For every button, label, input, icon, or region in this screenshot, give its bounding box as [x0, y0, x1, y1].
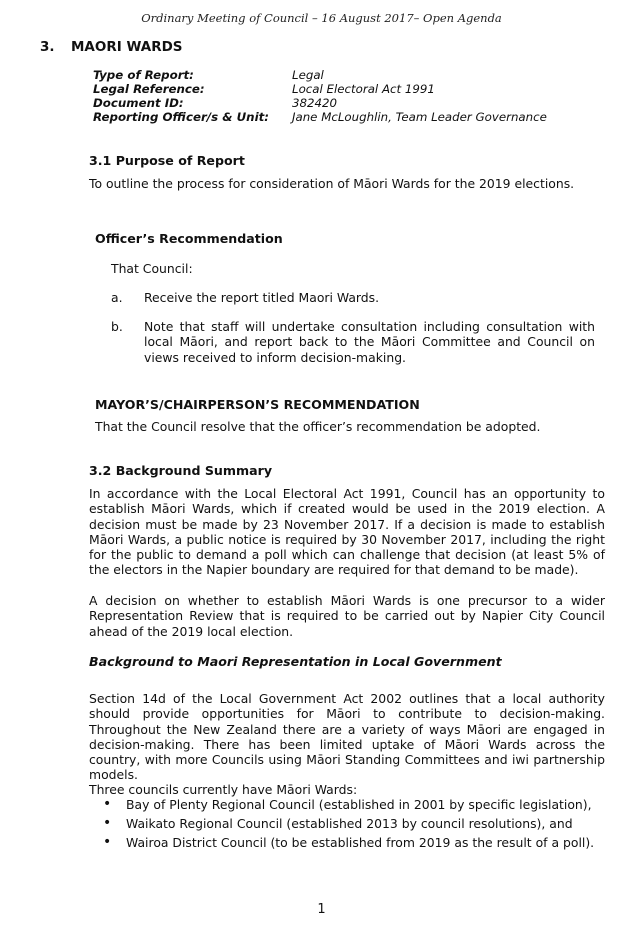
- meta-row-legal-reference: [93, 82, 547, 96]
- meta-label: Reporting Officer/s & Unit:: [93, 110, 269, 124]
- meta-row-reporting-officer: [93, 110, 547, 124]
- recommendation-item-a: [111, 290, 595, 305]
- mayor-recommendation-heading: MAYOR’S/CHAIRPERSON’S RECOMMENDATION: [95, 397, 420, 412]
- representation-heading: Background to Maori Representation in Local Government: [89, 654, 502, 669]
- purpose-heading: 3.1 Purpose of Report: [89, 153, 245, 168]
- meta-label: Type of Report:: [93, 68, 194, 82]
- background-paragraph-1: In accordance with the Local Electoral Act 1991, Council has an opportunity to establish Māori Wards, which if created would be used in the 2019 election. A decision must be made by 23 November 2017. If a decision is made to establish Māori Wards, a public notice is required by 30 November 2017, including the right for the public to demand a poll which can challenge that decision (at least 5% of the electors in the Napier boundary are required for that demand to be made).: [89, 486, 605, 578]
- list-item-text: Wairoa District Council (to be established from 2019 as the result of a poll).: [126, 835, 595, 850]
- councils-intro: Three councils currently have Māori Wards:: [89, 782, 358, 797]
- bullet-icon: •: [103, 834, 112, 850]
- page-number: 1: [317, 902, 326, 917]
- meta-label: Legal Reference:: [93, 82, 205, 96]
- recommendation-item-b: [111, 319, 595, 365]
- list-item-text: Waikato Regional Council (established 2013 by council resolutions), and: [126, 816, 573, 831]
- meta-row-document-id: [93, 96, 547, 110]
- officer-recommendation-heading: Officer’s Recommendation: [95, 231, 283, 246]
- report-metadata: [93, 68, 547, 124]
- section-title: MAORI WARDS: [71, 39, 183, 55]
- page-header: Ordinary Meeting of Council – 16 August 2017– Open Agenda: [141, 11, 502, 25]
- list-item: [103, 797, 613, 816]
- background-paragraph-2: A decision on whether to establish Māori Wards is one precursor to a wider Representation Review that is required to be carried out by Napier City Council ahead of the 2019 local election.: [89, 593, 605, 639]
- list-item-text: Bay of Plenty Regional Council (established in 2001 by specific legislation),: [126, 797, 592, 812]
- list-item: [103, 816, 613, 835]
- section-number: 3.: [40, 39, 55, 55]
- meta-value: Legal: [292, 68, 324, 82]
- officer-recommendation-intro: That Council:: [111, 261, 193, 276]
- councils-list: [103, 797, 613, 854]
- representation-paragraph: Section 14d of the Local Government Act 2002 outlines that a local authority should provide opportunities for Māori to contribute to decision-making. Throughout the New Zealand there are a variety of ways Māori are engaged in decision-making. There has been limited uptake of Māori Wards across the country, with more Councils using Māori Standing Committees and iwi partnership models.: [89, 691, 605, 783]
- bullet-icon: •: [103, 815, 112, 831]
- item-letter: b.: [111, 319, 123, 334]
- bullet-icon: •: [103, 796, 112, 812]
- list-item: [103, 835, 613, 854]
- meta-row-type: [93, 68, 547, 82]
- meta-value: 382420: [292, 96, 338, 110]
- mayor-recommendation-text: That the Council resolve that the officer’s recommendation be adopted.: [95, 419, 541, 434]
- item-text: Receive the report titled Maori Wards.: [144, 290, 380, 305]
- item-text: Note that staff will undertake consultation including consultation with local Māori, and report back to the Māori Committee and Council on views received to inform decision-making.: [144, 319, 595, 365]
- item-letter: a.: [111, 290, 123, 305]
- background-heading: 3.2 Background Summary: [89, 463, 273, 478]
- purpose-text: To outline the process for consideration of Māori Wards for the 2019 elections.: [89, 176, 575, 191]
- meta-value: Local Electoral Act 1991: [292, 82, 435, 96]
- meta-label: Document ID:: [93, 96, 184, 110]
- meta-value: Jane McLoughlin, Team Leader Governance: [292, 110, 547, 124]
